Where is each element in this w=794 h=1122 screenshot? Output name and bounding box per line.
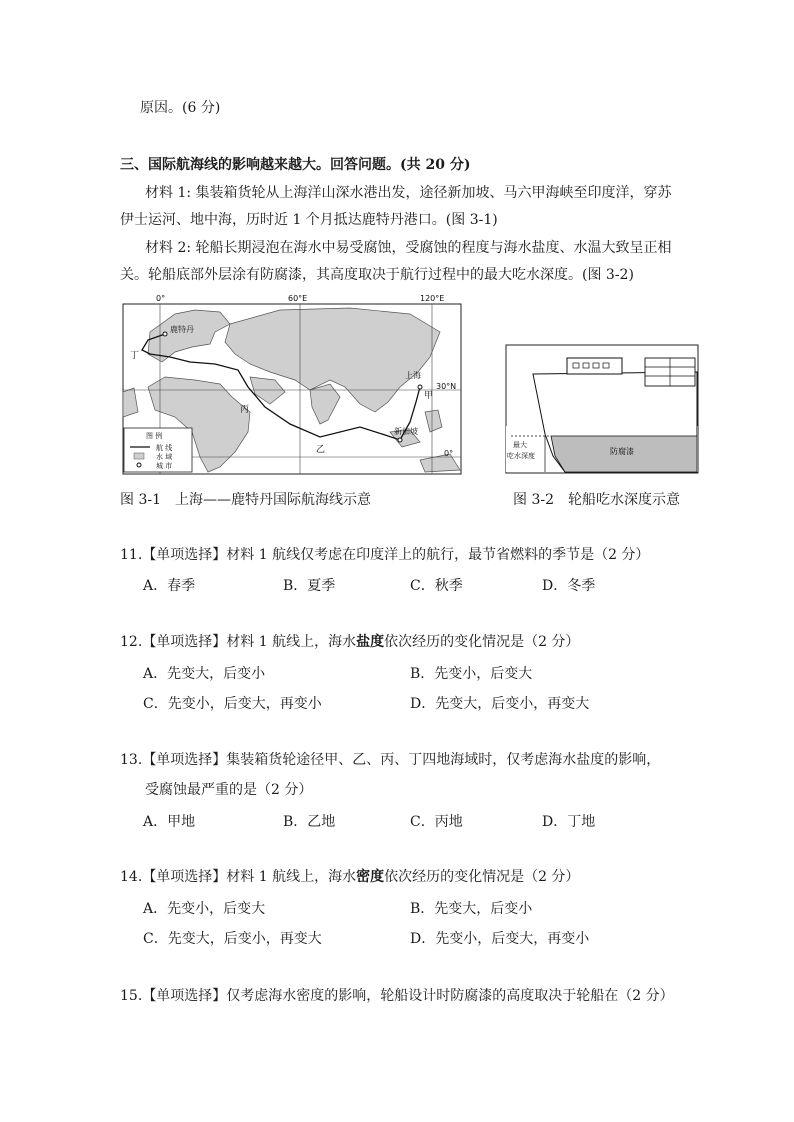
- point-jia: 甲: [424, 391, 434, 401]
- material2-line2: 关。轮船底部外层涂有防腐漆，其高度取决于航行过程中的最大吃水深度。(图 3-2): [120, 267, 634, 283]
- q12-option-a[interactable]: A．先变大，后变小: [143, 666, 266, 682]
- q12-stem: [120, 632, 579, 652]
- q14-stem-key: 密度: [356, 869, 385, 885]
- q14-option-a[interactable]: A．先变小，后变大: [143, 901, 266, 917]
- lon-label-0: 0°: [156, 294, 166, 303]
- fig2-caption: 图 3-2 轮船吃水深度示意: [513, 492, 680, 508]
- q12-stem-pre: 12.【单项选择】材料 1 航线上，海水: [120, 634, 357, 650]
- q11-option-a[interactable]: A．春季: [143, 578, 196, 594]
- max-depth-label-2: 吃水深度: [507, 452, 535, 460]
- q13-option-d[interactable]: D．丁地: [542, 814, 596, 830]
- point-yi: 乙: [316, 445, 326, 455]
- fig1-caption: 图 3-1 上海——鹿特丹国际航海线示意: [120, 492, 371, 508]
- q11-option-b[interactable]: B．夏季: [283, 578, 336, 594]
- city-singapore-marker: [398, 438, 402, 442]
- lat-label-30n: 30°N: [436, 382, 457, 391]
- material1-line2: 伊士运河、地中海，历时近 1 个月抵达鹿特丹港口。(图 3-1): [120, 212, 498, 228]
- q14-option-c[interactable]: C．先变大，后变小，再变大: [143, 931, 322, 947]
- q14-stem-post: 依次经历的变化情况是（2 分）: [384, 869, 580, 885]
- material1-line1: 材料 1: 集装箱货轮从上海洋山深水港出发，途径新加坡、马六甲海峡至印度洋，穿苏: [145, 185, 672, 201]
- route-map: [120, 292, 465, 477]
- lon-label-120: 120°E: [420, 294, 445, 303]
- intro-tail: 原因。(6 分): [140, 100, 221, 116]
- legend-title: 图 例: [146, 432, 163, 440]
- ship-draft-figure: [505, 344, 700, 476]
- q12-option-c[interactable]: C．先变小，后变大，再变小: [143, 696, 322, 712]
- q14-option-d[interactable]: D．先变小，后变大，再变小: [410, 931, 590, 947]
- legend-water: 水 域: [156, 453, 173, 461]
- q14-stem-pre: 14.【单项选择】材料 1 航线上，海水: [120, 869, 357, 885]
- max-depth-label-1: 最大: [513, 441, 527, 449]
- place-shanghai: 上海: [405, 371, 421, 380]
- q13-option-b[interactable]: B．乙地: [283, 814, 336, 830]
- place-singapore: 新加坡: [394, 427, 418, 436]
- q13-stem-line2: 受腐蚀最严重的是（2 分）: [145, 782, 313, 798]
- lat-label-0: 0°: [444, 449, 454, 458]
- paint-label: 防腐漆: [610, 447, 634, 456]
- q14-option-b[interactable]: B．先变大，后变小: [410, 901, 533, 917]
- city-shanghai-marker: [418, 385, 422, 389]
- q11-stem: 11.【单项选择】材料 1 航线仅考虑在印度洋上的航行，最节省燃料的季节是（2 分）: [120, 547, 650, 563]
- q12-stem-post: 依次经历的变化情况是（2 分）: [384, 634, 580, 650]
- q13-stem-line1: 13.【单项选择】集装箱货轮途径甲、乙、丙、丁四地海域时，仅考虑海水盐度的影响，: [120, 752, 661, 768]
- q11-option-c[interactable]: C．秋季: [410, 578, 463, 594]
- place-rotterdam: 鹿特丹: [170, 325, 194, 334]
- point-bing: 丙: [240, 405, 250, 415]
- q12-option-b[interactable]: B．先变小，后变大: [410, 666, 533, 682]
- q13-option-c[interactable]: C．丙地: [410, 814, 463, 830]
- q15-stem: 15.【单项选择】仅考虑海水密度的影响，轮船设计时防腐漆的高度取决于轮船在（2 分）: [120, 988, 674, 1004]
- material2-line1: 材料 2: 轮船长期浸泡在海水中易受腐蚀，受腐蚀的程度与海水盐度、水温大致呈正相: [145, 240, 672, 256]
- legend-city: 城 市: [156, 462, 173, 470]
- q13-option-a[interactable]: A．甲地: [143, 814, 196, 830]
- q12-stem-key: 盐度: [356, 634, 385, 650]
- q11-option-d[interactable]: D．冬季: [542, 578, 596, 594]
- lon-label-60: 60°E: [288, 294, 308, 303]
- q12-option-d[interactable]: D．先变大，后变小，再变大: [410, 696, 590, 712]
- q14-stem: [120, 867, 579, 887]
- point-ding: 丁: [130, 351, 140, 361]
- legend-route: 航 线: [156, 444, 173, 452]
- section-title: 三、国际航海线的影响越来越大。回答问题。(共 20 分): [120, 157, 471, 173]
- city-rotterdam-marker: [163, 332, 167, 336]
- map-legend: [124, 428, 192, 472]
